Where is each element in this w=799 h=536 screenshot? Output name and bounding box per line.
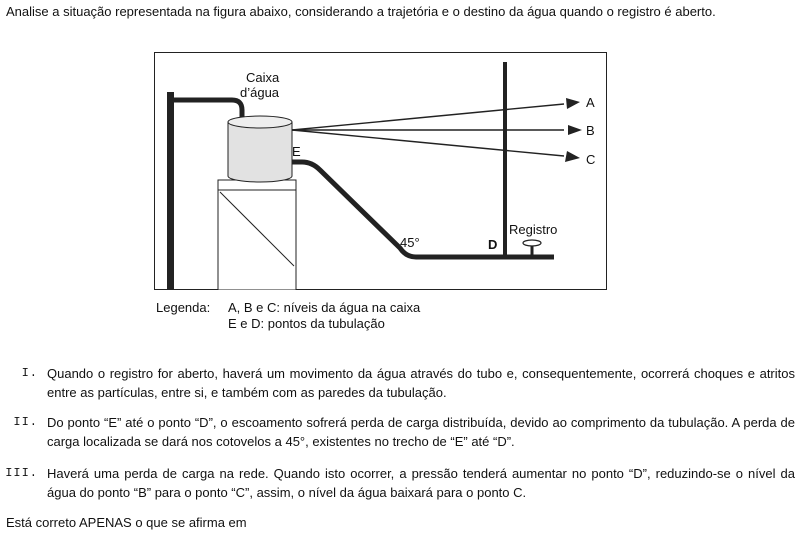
valve-handle-icon bbox=[523, 240, 541, 246]
statement-text: Do ponto “E” até o ponto “D”, o escoamento sofrerá perda de carga distribuída, devido ao comprimento da tubulação. A perda de carga localizada se dará nos cotovelos a 45°, existentes no trecho de “E” até “D”. bbox=[47, 415, 795, 449]
water-tank-top bbox=[228, 116, 292, 128]
tank-label-line1: Caixa bbox=[246, 70, 280, 85]
valve-label: Registro bbox=[509, 222, 558, 237]
water-tank bbox=[228, 122, 292, 182]
left-wall bbox=[167, 92, 174, 289]
tank-stand bbox=[218, 180, 296, 290]
tank-label-line2: d’água bbox=[240, 85, 280, 100]
statement-numeral: III. bbox=[5, 466, 38, 480]
point-label-d: D bbox=[488, 237, 498, 252]
level-label-c: C bbox=[586, 152, 596, 167]
legend bbox=[156, 300, 420, 332]
legend-line2: E e D: pontos da tubulação bbox=[228, 316, 385, 331]
question-prompt: Está correto APENAS o que se afirma em bbox=[6, 515, 247, 530]
statement-numeral: II. bbox=[13, 415, 38, 429]
statement-text: Quando o registro for aberto, haverá um movimento da água através do tubo e, consequentemente, ocorrerá choques e atritos entre as partículas, entre si, e também com as paredes da tubulação. bbox=[47, 366, 795, 400]
angle-label: 45° bbox=[400, 235, 420, 250]
level-label-b: B bbox=[586, 123, 595, 138]
pipe-diagram bbox=[154, 52, 607, 290]
legend-title: Legenda: bbox=[156, 300, 211, 315]
point-label-e: E bbox=[292, 144, 301, 159]
statement-numeral: I. bbox=[21, 366, 38, 380]
legend-line1: A, B e C: níveis da água na caixa bbox=[228, 300, 421, 315]
question-intro: Analise a situação representada na figura abaixo, considerando a trajetória e o destino da água quando o registro é aberto. bbox=[6, 4, 716, 19]
level-label-a: A bbox=[586, 95, 595, 110]
statement-text: Haverá uma perda de carga na rede. Quando isto ocorrer, a pressão tenderá aumentar no ponto “D”, reduzindo-se o nível da água do ponto “B” para o ponto “C”, assim, o nível da água baixará para o ponto C. bbox=[47, 466, 795, 500]
pipe-diagram-svg bbox=[154, 52, 607, 290]
